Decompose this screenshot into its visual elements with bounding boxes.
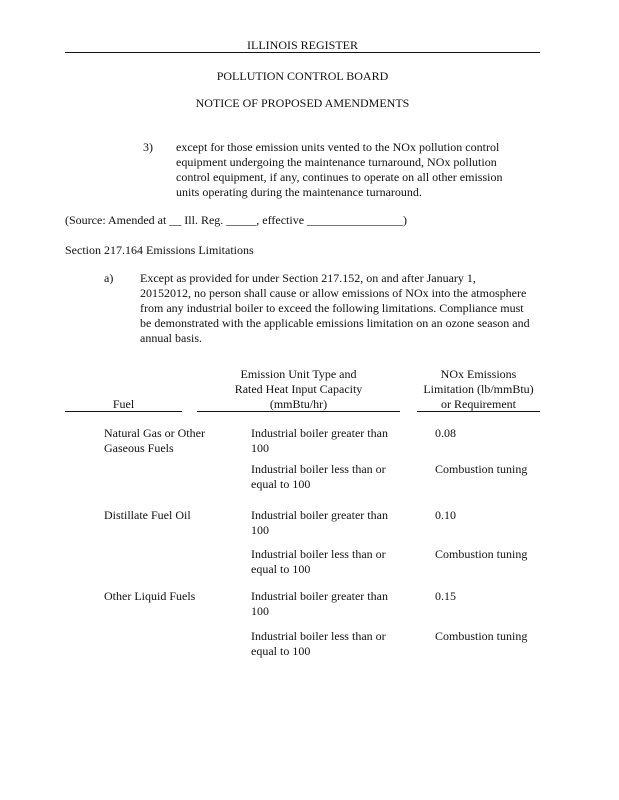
unit-type-cell: Industrial boiler less than or (251, 629, 386, 643)
unit-type-cell: Industrial boiler less than or (251, 547, 386, 561)
header-limit-line: or Requirement (441, 397, 516, 411)
item-a-line: from any industrial boiler to exceed the following limitations. Compliance must (140, 301, 524, 315)
unit-type-cell: equal to 100 (251, 562, 311, 576)
limit-cell: 0.10 (435, 508, 456, 522)
board-title: POLLUTION CONTROL BOARD (216, 69, 389, 83)
fuel-cell: Other Liquid Fuels (104, 589, 196, 603)
header-rule-unit (197, 411, 400, 412)
item-a-line: be demonstrated with the applicable emissions limitation on an ozone season and (140, 316, 530, 330)
header-rule-fuel (65, 411, 182, 412)
limit-cell: Combustion tuning (435, 462, 528, 476)
section-heading: Section 217.164 Emissions Limitations (65, 243, 254, 257)
register-title: ILLINOIS REGISTER (247, 38, 358, 52)
unit-type-cell: Industrial boiler greater than (251, 589, 388, 603)
header-unit-line: Emission Unit Type and (240, 367, 357, 381)
unit-type-cell: Industrial boiler less than or (251, 462, 386, 476)
header-limit-line: Limitation (lb/mmBtu) (423, 382, 534, 396)
item-3-label: 3) (143, 140, 153, 154)
fuel-cell: Distillate Fuel Oil (104, 508, 191, 522)
item-a-line: annual basis. (140, 331, 202, 345)
item-a-line: 20152012, no person shall cause or allow emissions of NOx into the atmosphere (140, 286, 527, 300)
limit-cell: 0.15 (435, 589, 456, 603)
source-note: (Source: Amended at __ Ill. Reg. _____, effective ________________) (65, 213, 408, 227)
limit-cell: 0.08 (435, 426, 456, 440)
header-limit-line: NOx Emissions (440, 367, 517, 381)
limit-cell: Combustion tuning (435, 629, 528, 643)
unit-type-cell: equal to 100 (251, 644, 311, 658)
header-unit-line: Rated Heat Input Capacity (234, 382, 363, 396)
notice-title: NOTICE OF PROPOSED AMENDMENTS (195, 96, 410, 110)
unit-type-cell: 100 (251, 441, 269, 455)
item-3-line: except for those emission units vented to the NOx pollution control (176, 140, 500, 154)
unit-type-cell: Industrial boiler greater than (251, 508, 388, 522)
item-3-line: equipment undergoing the maintenance turnaround, NOx pollution (176, 155, 497, 169)
unit-type-cell: 100 (251, 523, 269, 537)
header-rule (65, 52, 540, 53)
header-rule-limit (417, 411, 540, 412)
unit-type-cell: 100 (251, 604, 269, 618)
unit-type-cell: Industrial boiler greater than (251, 426, 388, 440)
fuel-cell: Gaseous Fuels (104, 441, 174, 455)
header-unit-line: (mmBtu/hr) (269, 397, 328, 411)
item-a-label: a) (104, 271, 114, 285)
limit-cell: Combustion tuning (435, 547, 528, 561)
unit-type-cell: equal to 100 (251, 477, 311, 491)
item-3-line: units operating during the maintenance turnaround. (176, 185, 422, 199)
header-fuel: Fuel (112, 397, 135, 411)
item-a-line: Except as provided for under Section 217.152, on and after January 1, (140, 271, 476, 285)
item-3-line: control equipment, if any, continues to operate on all other emission (176, 170, 503, 184)
fuel-cell: Natural Gas or Other (104, 426, 205, 440)
